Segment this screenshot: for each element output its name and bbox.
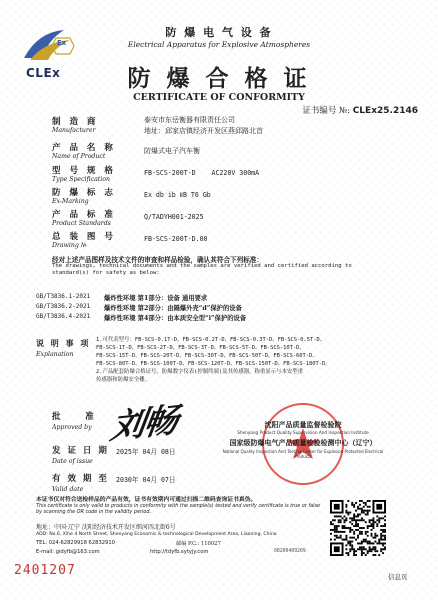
field-manufacturer bbox=[52, 115, 392, 139]
standard-item bbox=[36, 303, 396, 313]
field-label-zh: 产 品 名 称 bbox=[52, 143, 116, 153]
field-value: FB-SCS-200T-D.00 bbox=[144, 235, 208, 243]
field-value: FB-SCS-200T-D AC220V 300mA bbox=[144, 169, 260, 177]
cert-no-label: 证书编号 №: bbox=[302, 106, 350, 116]
explanation-line: 1.可代表型号：FB-SCS-0.1T-D、FB-SCS-0.2T-D、FB-SCS-0.3T-D、FB-SCS-0.5T-D、 bbox=[96, 337, 326, 343]
field-value: 泰安市东岳衡器有限责任公司 bbox=[144, 116, 235, 124]
field-label-zh: 总 装 图 号 bbox=[52, 232, 116, 242]
issue-label-zh: 发 证 日 期 bbox=[52, 446, 109, 456]
standard-code: GB/T3836.2-2021 bbox=[36, 303, 91, 310]
field-label-zh: 型 号 规 格 bbox=[52, 166, 116, 176]
standard-item bbox=[36, 313, 396, 323]
standard-item bbox=[36, 293, 396, 303]
explanation-label-zh: 说 明 事 项 bbox=[36, 338, 91, 348]
explanation-label-en: Explanation bbox=[36, 351, 74, 358]
main-title-en: CERTIFICATE OF CONFORMITY bbox=[133, 92, 305, 103]
field-value: Ex db ib ⅡB T6 Gb bbox=[144, 191, 211, 199]
standard-desc: 爆炸性环境 第2部分：由隔爆外壳“d”保护的设备 bbox=[104, 305, 242, 312]
valid-label-zh: 有 效 期 至 bbox=[52, 474, 109, 484]
field-value: 防爆式电子汽车衡 bbox=[144, 147, 200, 155]
approved-label-zh: 批 准 bbox=[52, 412, 95, 422]
standard-code: GB/T3836.1-2021 bbox=[36, 293, 91, 300]
field-type-spec bbox=[52, 164, 392, 186]
standard-code: GB/T3836.4-2021 bbox=[36, 313, 91, 320]
explanation-line: FB-SCS-80T-D、FB-SCS-100T-D、FB-SCS-120T-D、FB-SCS-150T-D、FB-SCS-180T-D。 bbox=[96, 361, 331, 367]
conformity-statement-zh: 经对上述产品图样及技术文件的审查和样品检验，确认其符合下列标准： bbox=[52, 256, 263, 264]
conformity-statement-en: The drawings, technical documents and the samples are verified and certified according to standard(s) for safety as below: bbox=[52, 263, 352, 276]
footer-note-en: This certificate is only valid to products in conformity with the sample(s) tested and verify certificate is true or false by scanning the QR code in the validity period. bbox=[36, 503, 321, 516]
seal-center-zh: 国家级防爆电气产品质量检验检测中心（辽宁） bbox=[229, 438, 377, 447]
footer-serial-small: 08200409209 bbox=[274, 549, 306, 554]
valid-date-row bbox=[52, 472, 252, 493]
top-title-en: Electrical Apparatus for Explosive Atmospheres bbox=[127, 40, 311, 49]
seal-org-zh: 沈阳产品质量监督检验院 bbox=[264, 420, 342, 429]
field-label-en: Manufacturer bbox=[52, 127, 96, 134]
serial-number: 2401207 bbox=[14, 563, 76, 578]
field-value-address: 地址：邱家店镇经济开发区燕邱路北首 bbox=[144, 127, 263, 135]
field-ex-marking bbox=[52, 186, 392, 208]
main-title-zh: 防 爆 合 格 证 bbox=[127, 65, 311, 92]
approved-by-label bbox=[52, 410, 95, 431]
cert-no-value: CLEx25.2146 bbox=[352, 106, 418, 116]
explanation-text bbox=[96, 336, 416, 384]
valid-label-en: Valid date bbox=[52, 486, 84, 493]
footer-email: E-mail: gidyfb@163.com bbox=[36, 549, 100, 555]
field-value: Q/TADYH001-2025 bbox=[144, 213, 204, 221]
standard-desc: 爆炸性环境 第4部分：由本质安全型“i”保护的设备 bbox=[104, 315, 247, 322]
explanation-line: FB-SCS-15T-D、FB-SCS-20T-D、FB-SCS-30T-D、FB-SCS-50T-D、FB-SCS-60T-D、 bbox=[96, 353, 318, 359]
logo-ex: Ex bbox=[57, 39, 67, 47]
info-page-label: 信息页 bbox=[388, 573, 408, 581]
qr-code-icon bbox=[330, 500, 386, 556]
standards-list bbox=[36, 293, 396, 323]
explanation-label bbox=[36, 338, 90, 358]
field-product-standards bbox=[52, 208, 392, 230]
field-label-zh: 防 爆 标 志 bbox=[52, 188, 116, 198]
explanation-line: 2.产品配套防爆合格证号，防爆数字仪表(控制终端)及其传感器，称重显示与本安型重 bbox=[96, 369, 304, 375]
explanation-line: 传感器和防爆安全栅。 bbox=[96, 377, 150, 383]
official-seal bbox=[222, 396, 384, 496]
top-title-zh: 防 爆 电 气 设 备 bbox=[165, 26, 273, 39]
issue-date: 2025年 04月 08日 bbox=[116, 448, 176, 456]
qr-code[interactable] bbox=[330, 500, 386, 556]
field-label-en: Name of Product bbox=[52, 153, 106, 160]
seal-center-en: National Quality Inspection And Testing Center for Explosion Protected Electrical Products bbox=[222, 449, 384, 459]
field-label-zh: 制 造 商 bbox=[52, 117, 99, 127]
footer-address-en: ADD: No.6, Xihe 4 North Street, Shenyang Economic & technological Development Area, Liaoning, China bbox=[36, 532, 277, 537]
footer-address-zh: 地址：中国·辽宁 沈阳经济技术开发区细河四北街6号 bbox=[36, 524, 176, 531]
seal-org-en: Shenyang Product Quality Supervision And Inspection Institute bbox=[237, 430, 369, 435]
approved-label-en: Approved by bbox=[52, 424, 92, 431]
footer-postcode: 邮编 P.C.: 110027 bbox=[176, 541, 221, 547]
field-label-en: Product Standards bbox=[52, 220, 111, 227]
field-drawing-no bbox=[52, 230, 392, 252]
field-label-zh: 产 品 标 准 bbox=[52, 210, 116, 220]
field-label-en: Drawing № bbox=[52, 242, 87, 249]
logo-text: CLEx bbox=[26, 66, 61, 80]
standard-desc: 爆炸性环境 第1部分：设备 通用要求 bbox=[104, 295, 208, 302]
footer-tel: TEL: 024-62829918 62832910 bbox=[36, 540, 115, 546]
footer-web: http://tdyfb.sytyjy.com bbox=[150, 549, 209, 555]
issue-label-en: Date of issue bbox=[52, 458, 93, 465]
field-product-name bbox=[52, 141, 392, 163]
explanation-line: FB-SCS-1T-D、FB-SCS-2T-D、FB-SCS-3T-D、FB-SCS-5T-D、FB-SCS-10T-D、 bbox=[96, 345, 305, 351]
field-label-en: Type Specification bbox=[52, 176, 110, 183]
footer-note-zh: 本证书仅对符合送检样品的产品有效，证书有效期内可通过扫描二维码查询证书真伪。 bbox=[36, 497, 257, 503]
field-label-en: Ex-Marking bbox=[52, 198, 89, 205]
valid-date: 2030年 04月 07日 bbox=[116, 476, 176, 484]
signature: 刘畅 bbox=[107, 400, 180, 448]
